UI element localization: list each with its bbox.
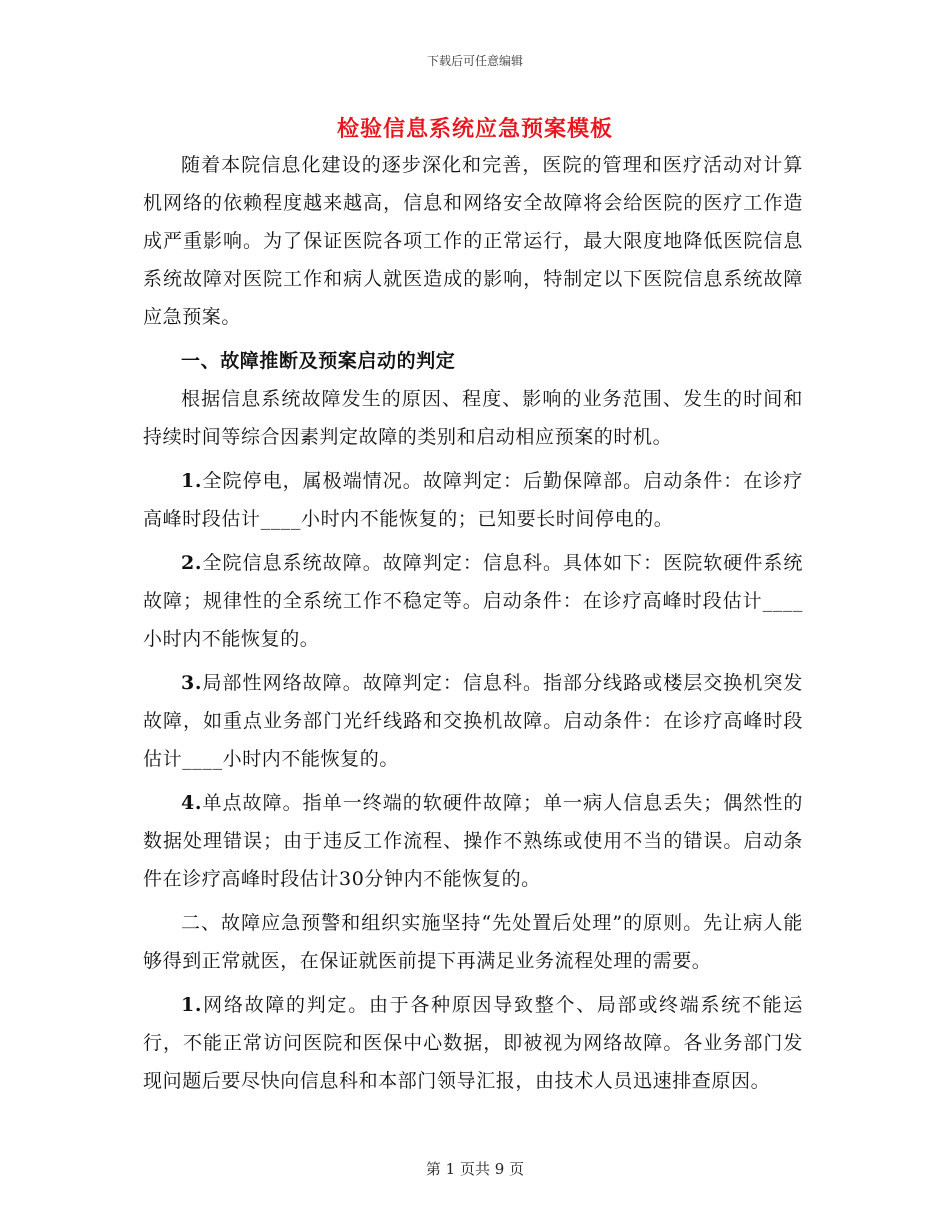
item4-number: 4. (181, 792, 203, 814)
item3-paragraph (143, 664, 803, 778)
item1-number: 1. (181, 470, 203, 492)
item3-number: 3. (181, 672, 203, 694)
document-title: 检验信息系统应急预案模板 (336, 116, 613, 142)
section1-paragraph: 根据信息系统故障发生的原因、程度、影响的业务范围、发生的时间和持续时间等综合因素判定故障的类别和启动相应预案的时机。 (143, 388, 803, 448)
item4-text: 单点故障。指单一终端的软硬件故障；单一病人信息丢失；偶然性的数据处理错误；由于违反工作流程、操作不熟练或使用不当的错误。启动条件在诊疗高峰时段估计30分钟内不能恢复的。 (143, 792, 803, 890)
item3-text: 局部性网络故障。故障判定：信息科。指部分线路或楼层交换机突发故障，如重点业务部门光纤线路和交换机故障。启动条件：在诊疗高峰时段估计____小时内不能恢复的。 (143, 672, 803, 770)
sub1-paragraph (143, 986, 803, 1100)
item2-paragraph (143, 544, 803, 658)
page-footer: 第 1 页共 9 页 (425, 1160, 525, 1178)
section2-paragraph: 二、故障应急预警和组织实施坚持“先处置后处理”的原则。先让病人能够得到正常就医，在保证就医前提下再满足业务流程处理的需要。 (143, 912, 803, 972)
sub1-number: 1. (181, 994, 203, 1016)
item2-text: 全院信息系统故障。故障判定：信息科。具体如下：医院软硬件系统故障；规律性的全系统工作不稳定等。启动条件：在诊疗高峰时段估计____小时内不能恢复的。 (143, 552, 803, 650)
intro-paragraph: 随着本院信息化建设的逐步深化和完善，医院的管理和医疗活动对计算机网络的依赖程度越来越高，信息和网络安全故障将会给医院的医疗工作造成严重影响。为了保证医院各项工作的正常运行，最大限度地降低医院信息系统故障对医院工作和病人就医造成的影响，特制定以下医院信息系统故障应急预案。 (143, 154, 803, 328)
item1-paragraph (143, 462, 803, 538)
item2-number: 2. (181, 552, 203, 574)
document-body (143, 146, 803, 1100)
item4-paragraph (143, 784, 803, 898)
section1-heading: 一、故障推断及预案启动的判定 (181, 350, 456, 372)
item1-text: 全院停电，属极端情况。故障判定：后勤保障部。启动条件：在诊疗高峰时段估计____小时内不能恢复的；已知要长时间停电的。 (143, 470, 803, 530)
header-note: 下载后可任意编辑 (426, 54, 523, 68)
sub1-text: 网络故障的判定。由于各种原因导致整个、局部或终端系统不能运行，不能正常访问医院和医保中心数据，即被视为网络故障。各业务部门发现问题后要尽快向信息科和本部门领导汇报，由技术人员迅速排查原因。 (143, 994, 803, 1092)
